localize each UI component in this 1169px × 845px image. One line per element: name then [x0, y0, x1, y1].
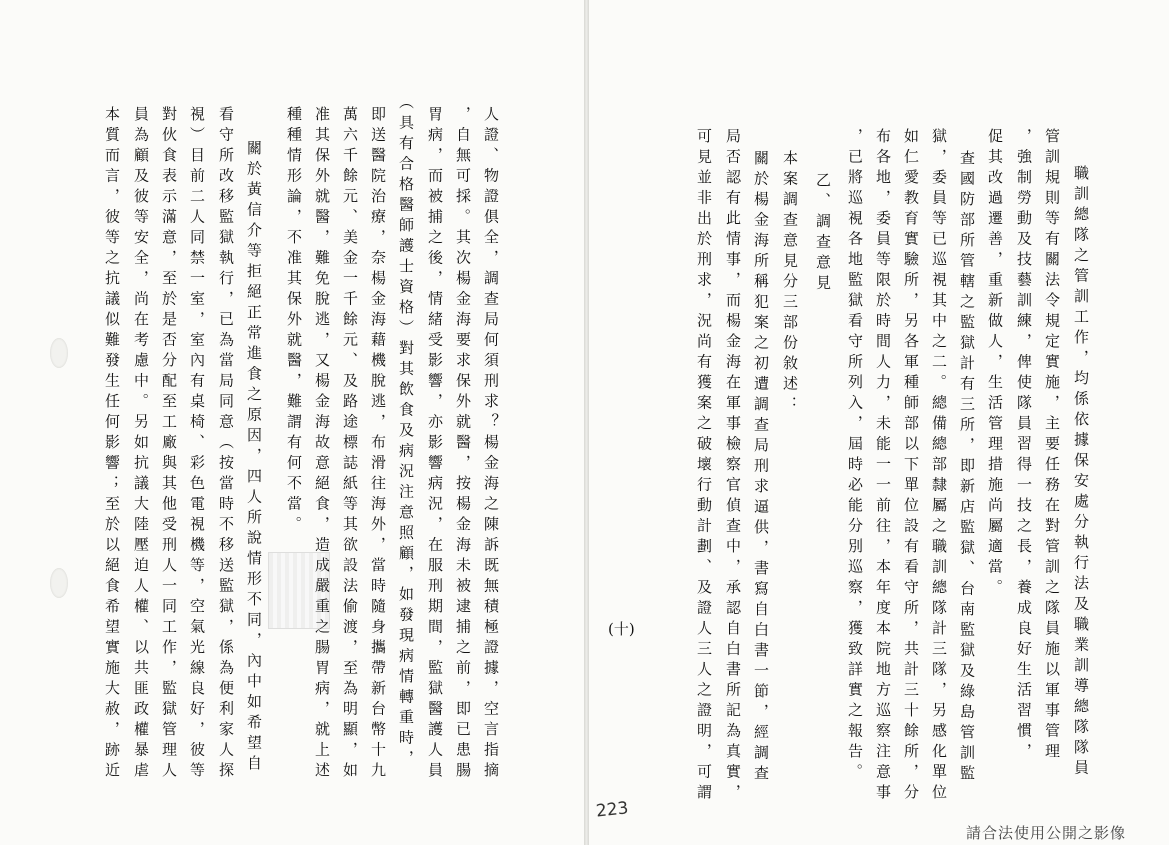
- right-col-8: 布各地，委員等限於時間人力，未能一一前往，本年度本院地方巡察注意事: [874, 128, 892, 805]
- left-col-12: 對伙食表示滿意，至於是否分配至工廠與其他受刑人一同工作，監獄管理人: [160, 106, 178, 783]
- right-col-7: 如仁愛教育實驗所，另各軍種師部以下單位設有看守所，共計三十餘所，分: [902, 128, 920, 805]
- usage-watermark: 請合法使用公開之影像: [966, 824, 1127, 842]
- left-col-8: 種種情形論，不准其保外就醫，難謂有何不當。: [285, 106, 303, 537]
- right-col-4: 促其改過遷善，重新做人，生活管理措施尚屬適當。: [986, 128, 1004, 600]
- right-col-9: ，已將巡視各地監獄看守所列入，屆時必能分別巡察，獲致詳實之報告。: [846, 128, 864, 784]
- right-col-13: 局否認有此情事，而楊金海在軍事檢察官偵查中，承認自白書所記為真實，: [724, 128, 742, 805]
- left-col-4: （具有合格醫師護士資格）對其飲食及病況注意照顧，如發現病情轉重時，: [397, 94, 415, 771]
- right-col-6: 獄，委員等已巡視其中之二。總備總部隸屬之職訓總隊計三隊，另感化單位: [930, 128, 948, 805]
- left-col-9: 關於黃信介等拒絕正常進食之原因，四人所說情形不同，內中如希望自: [245, 140, 263, 776]
- binding-hole: [50, 568, 68, 598]
- right-col-2: 管訓規則等有關法令規定實施，主要任務在對管訓之隊員施以軍事管理: [1043, 128, 1061, 764]
- binding-hole: [50, 338, 68, 368]
- left-col-2: ，自無可採。其次楊金海要求保外就醫，按楊金海未被逮捕之前，即已患腸: [454, 106, 472, 783]
- left-col-13: 員為顧及彼等安全，尚在考慮中。另如抗議大陸壓迫人權、以共匪政權暴虐: [132, 106, 150, 783]
- section-heading: 乙、調查意見: [814, 172, 832, 295]
- page-number: (十): [608, 620, 635, 638]
- right-page: [589, 0, 1169, 845]
- right-col-3: ，強制勞動及技藝訓練，俾使隊員習得一技之長，養成良好生活習慣，: [1015, 128, 1033, 764]
- left-col-5: 即送醫院治療，奈楊金海藉機脫逃，布滑往海外，當時隨身攜帶新台幣十九: [369, 106, 387, 783]
- left-col-6: 萬六千餘元、美金一千餘元、及路途標誌紙等其欲設法偷渡，至為明顯，如: [341, 106, 359, 783]
- left-col-1: 人證、物證俱全，調查局何須刑求？楊金海之陳訴既無積極證據，空言指摘: [482, 106, 500, 783]
- right-col-1: 職訓總隊之管訓工作，均係依據保安處分執行法及職業訓導總隊隊員: [1072, 165, 1090, 780]
- left-col-7: 准其保外就醫，難免脫逃，又楊金海故意絕食，造成嚴重之腸胃病，就上述: [313, 106, 331, 783]
- left-col-10: 看守所改移監獄執行，已為當局同意（按當時不移送監獄，係為便利家人探: [217, 106, 235, 783]
- right-col-12: 關於楊金海所稱犯案之初遭調查局刑求逼供，書寫自白書一節，經調查: [752, 150, 770, 786]
- left-col-14: 本質而言，彼等之抗議似難發生任何影響；至於以絕食希望實施大赦，跡近: [103, 106, 121, 783]
- left-page: [0, 0, 584, 845]
- handwritten-page-number: 223: [595, 798, 630, 822]
- left-col-11: 視）目前二人同禁一室，室內有桌椅、彩色電視機等，空氣光線良好，彼等: [188, 106, 206, 783]
- right-col-5: 查國防部所管轄之監獄計有三所，即新店監獄、台南監獄及綠島管訓監: [958, 150, 976, 786]
- right-col-11: 本案調查意見分三部份敘述：: [781, 150, 799, 417]
- right-col-14: 可見並非出於刑求，況尚有獲案之破壞行動計劃、及證人三人之證明，可謂: [695, 128, 713, 805]
- left-col-3: 胃病，而被捕之後，情緒受影響，亦影響病況，在服刑期間，監獄醫護人員: [426, 106, 444, 783]
